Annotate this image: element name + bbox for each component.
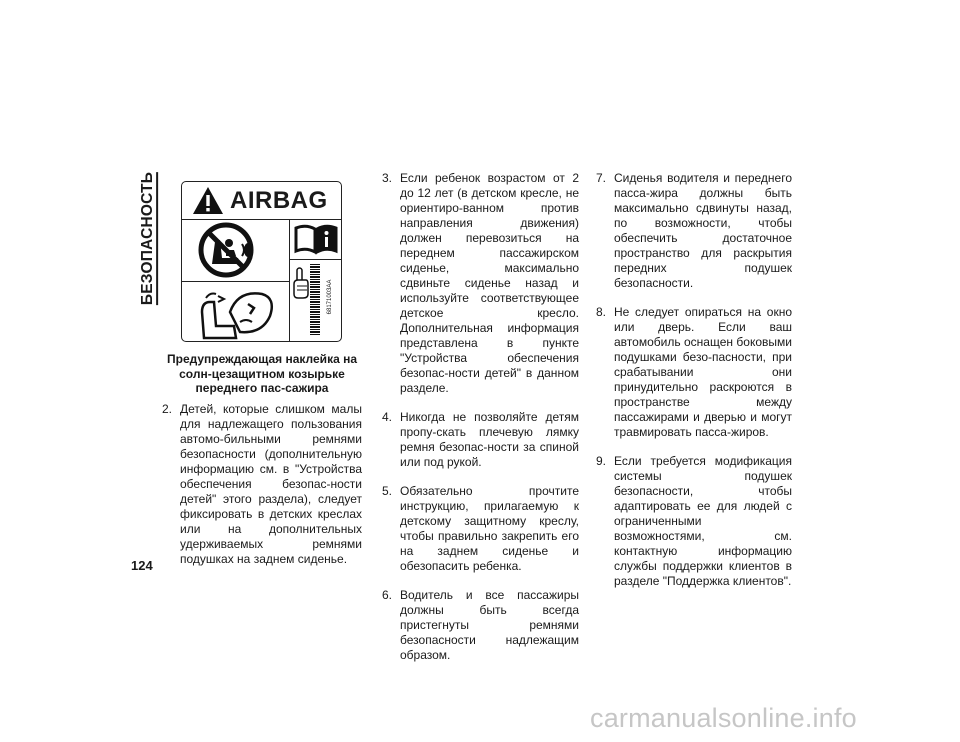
no-child-seat-icon: [182, 220, 288, 280]
warning-triangle-icon: [192, 186, 224, 215]
item-number: 7.: [596, 171, 607, 185]
read-manual-icon: [290, 220, 342, 258]
part-number: [326, 264, 334, 334]
section-title-text: БЕЗОПАСНОСТЬ: [139, 171, 157, 305]
item-number: 8.: [596, 305, 607, 319]
list-item: [382, 410, 579, 470]
item-number: 2.: [162, 402, 173, 416]
seat-airbag-icon: [182, 282, 288, 342]
label-cell-read-manual: [290, 220, 342, 260]
list-item: [382, 171, 579, 396]
item-text: Если требуется модификация системы подушек безопасности, чтобы адаптировать ее для людей с ограниченными возможностями, см. контактную информацию службы поддержки клиентов в разделе "Поддержка клиентов".: [614, 454, 792, 588]
airbag-label-text: AIRBAG: [230, 187, 328, 214]
label-cell-barcode: [290, 260, 342, 342]
list-item: [162, 402, 362, 567]
item-number: 5.: [382, 484, 393, 498]
list-item: [596, 305, 792, 440]
item-number: 9.: [596, 454, 607, 468]
item-text: Не следует опираться на окно или дверь. Если ваш автомобиль оснащен боковыми подушками безо-пасности, при срабатывании они принудительно раскроются в пространстве между пассажирами и дверью и могут травмировать пасса-жиров.: [614, 305, 792, 439]
item-number: 4.: [382, 410, 393, 424]
item-text: Обязательно прочтите инструкцию, прилагаемую к детскому защитному креслу, чтобы правильно закрепить его на заднем сиденье и обезопасить ребенка.: [400, 484, 579, 573]
label-header: [182, 182, 341, 220]
raised-finger-icon: [291, 266, 309, 300]
item-number: 6.: [382, 588, 393, 602]
list-item: [596, 171, 792, 291]
figure-caption: Предупреждающая наклейка на солн-цезащитном козырьке переднего пас-сажира: [166, 352, 357, 395]
column-1: [162, 402, 362, 581]
column-3: [596, 171, 792, 603]
airbag-warning-label: [181, 181, 342, 342]
list-item: [596, 454, 792, 589]
item-number: 3.: [382, 171, 393, 185]
item-text: Если ребенок возрастом от 2 до 12 лет (в детском кресле, не ориентиро-ванном против направления движения) должен перевозиться на переднем пассажирском сиденье, максимально сдвиньте сиденье назад и используйте соответствующее детское кресло. Дополнительная информация представлена в пункте "Устройства обеспечения безопас-ности детей" в данном разделе.: [400, 171, 579, 395]
page-number: 124: [131, 558, 153, 573]
list-item: [382, 588, 579, 663]
label-cell-no-child-seat: [182, 220, 290, 282]
part-number-text: 68171003AA: [327, 279, 333, 315]
column-2: [382, 171, 579, 677]
section-title: [138, 162, 160, 314]
item-text: Детей, которые слишком малы для надлежащего пользования автомо-бильными ремнями безопасности (дополнительную информацию см. в "Устройства обеспечения безопас-ности детей" этого раздела), следует фиксировать в детских креслах или на дополнительных удерживаемых ремнями подушках на заднем сиденье.: [180, 402, 362, 566]
item-text: Никогда не позволяйте детям пропу-скать плечевую лямку ремня безопас-ности за спиной или под рукой.: [400, 410, 579, 469]
barcode: [310, 264, 320, 336]
label-cell-seat-airbag: [182, 282, 290, 342]
list-item: [382, 484, 579, 574]
item-text: Водитель и все пассажиры должны быть всегда пристегнуты ремнями безопасности надлежащим образом.: [400, 588, 579, 662]
item-text: Сиденья водителя и переднего пасса-жира должны быть максимально сдвинуты назад, по возможности, чтобы обеспечить достаточное пространство для раскрытия передних подушек безопасности.: [614, 171, 792, 290]
watermark: carmanualsonline.info: [590, 703, 857, 733]
